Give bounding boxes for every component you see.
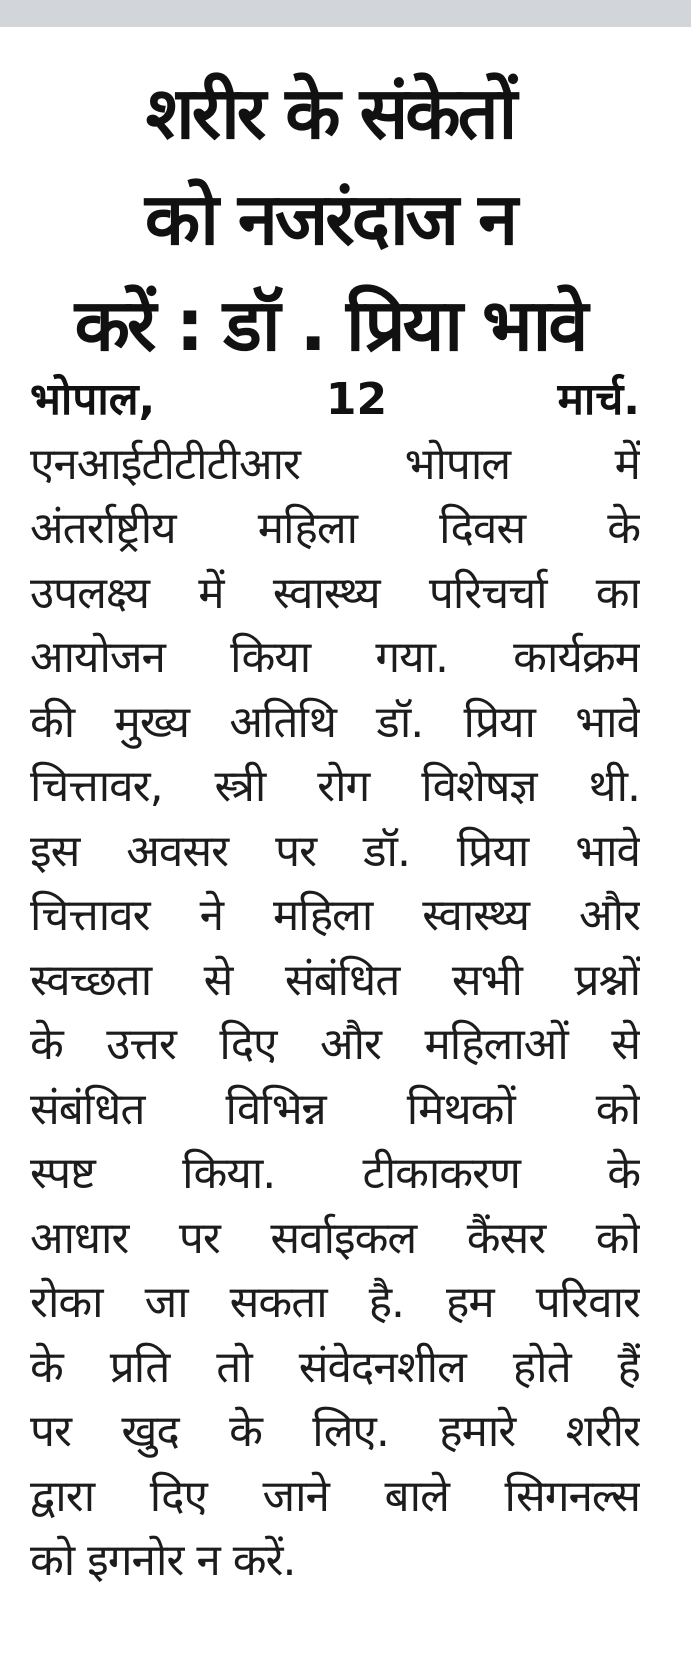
body-line: चित्तावर ने महिला स्वास्थ्य और <box>30 890 640 941</box>
dateline-city: भोपाल, <box>30 374 156 425</box>
body-line: की मुख्य अतिथि डॉ. प्रिया भावे <box>30 696 640 748</box>
body-line: द्वारा दिए जाने बाले सिगनल्स <box>30 1470 640 1522</box>
body-line: के उत्तर दिए और महिलाओं से <box>30 1019 640 1070</box>
body-line: आधार पर सर्वाइकल कैंसर को <box>30 1212 640 1264</box>
body-line: आयोजन किया गया. कार्यक्रम <box>30 632 640 683</box>
article-body <box>30 368 640 1594</box>
body-line-last: को इगनोर न करें. <box>30 1535 296 1586</box>
body-line: उपलक्ष्य में स्वास्थ्य परिचर्चा का <box>30 567 640 619</box>
body-line: के प्रति तो संवेदनशील होते हैं <box>30 1341 640 1393</box>
headline <box>20 60 640 378</box>
headline-line-2: को नजरंदाज न <box>144 177 516 261</box>
dateline-month: मार्च. <box>557 374 640 425</box>
body-line: चित्तावर, स्त्री रोग विशेषज्ञ थी. <box>30 761 640 812</box>
body-line: इस अवसर पर डॉ. प्रिया भावे <box>30 825 640 877</box>
body-line: रोका जा सकता है. हम परिवार <box>30 1277 640 1328</box>
dateline <box>30 368 640 433</box>
body-line: संबंधित विभिन्न मिथकों को <box>30 1083 640 1135</box>
body-line: स्वच्छता से संबंधित सभी प्रश्नों <box>30 954 640 1006</box>
headline-line-3: करें : डॉ . प्रिया भावे <box>74 283 586 367</box>
body-line: एनआईटीटीटीआर भोपाल में <box>30 438 640 490</box>
body-line: पर खुद के लिए. हमारे शरीर <box>30 1406 640 1457</box>
body-line: अंतर्राष्ट्रीय महिला दिवस के <box>30 503 640 554</box>
top-strip <box>0 0 691 27</box>
body-line: स्पष्ट किया. टीकाकरण के <box>30 1148 640 1199</box>
dateline-day: 12 <box>325 374 388 425</box>
headline-line-1: शरीर के संकेतों <box>145 71 515 155</box>
